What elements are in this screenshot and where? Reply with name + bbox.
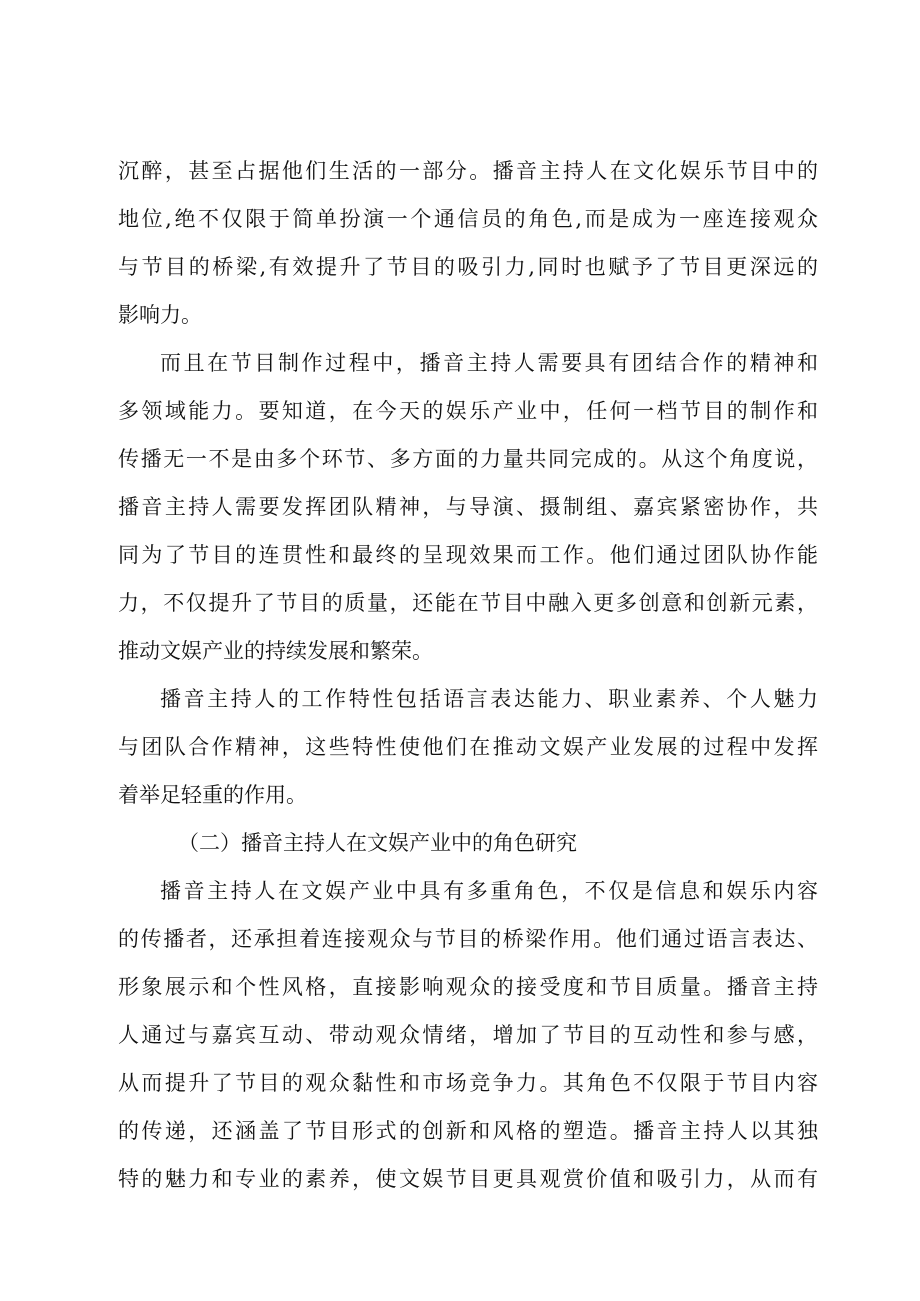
text-line: 与节目的桥梁,有效提升了节目的吸引力,同时也赋予了节目更深远的 — [118, 255, 818, 279]
text-line: 的传递，还涵盖了节目形式的创新和风格的塑造。播音主持人以其独 — [118, 1119, 818, 1143]
text-line: 沉醉，甚至占据他们生活的一部分。播音主持人在文化娱乐节目中的 — [118, 159, 818, 183]
section-paragraph — [118, 867, 818, 1203]
text-line: 播音主持人在文娱产业中具有多重角色，不仅是信息和娱乐内容 — [160, 879, 818, 903]
text-line: 而且在节目制作过程中，播音主持人需要具有团结合作的精神和 — [160, 351, 818, 375]
text-line: 传播无一不是由多个环节、多方面的力量共同完成的。从这个角度说， — [118, 447, 818, 471]
text-line: 特的魅力和专业的素养，使文娱节目更具观赏价值和吸引力，从而有 — [118, 1167, 818, 1191]
text-line: 多领域能力。要知道，在今天的娱乐产业中，任何一档节目的制作和 — [118, 399, 818, 423]
text-line: 从而提升了节目的观众黏性和市场竞争力。其角色不仅限于节目内容 — [118, 1071, 818, 1095]
text-line: 力，不仅提升了节目的质量，还能在节目中融入更多创意和创新元素， — [118, 591, 818, 615]
text-line: 影响力。 — [118, 303, 202, 327]
text-line: 着举足轻重的作用。 — [118, 783, 307, 807]
paragraph-3 — [118, 675, 818, 819]
text-line: 同为了节目的连贯性和最终的呈现效果而工作。他们通过团队协作能 — [118, 543, 818, 567]
paragraph-2 — [118, 339, 818, 675]
section-heading: （二）播音主持人在文娱产业中的角色研究 — [178, 831, 577, 855]
document-body — [118, 147, 818, 1203]
text-line: 地位,绝不仅限于简单扮演一个通信员的角色,而是成为一座连接观众 — [118, 207, 818, 231]
text-line: 播音主持人需要发挥团队精神，与导演、摄制组、嘉宾紧密协作，共 — [118, 495, 818, 519]
text-line: 播音主持人的工作特性包括语言表达能力、职业素养、个人魅力 — [160, 687, 818, 711]
text-line: 推动文娱产业的持续发展和繁荣。 — [118, 639, 433, 663]
text-line: 的传播者，还承担着连接观众与节目的桥梁作用。他们通过语言表达、 — [118, 927, 818, 951]
text-line: 与团队合作精神，这些特性使他们在推动文娱产业发展的过程中发挥 — [118, 735, 818, 759]
text-line: 形象展示和个性风格，直接影响观众的接受度和节目质量。播音主持 — [118, 975, 818, 999]
text-line: 人通过与嘉宾互动、带动观众情绪，增加了节目的互动性和参与感， — [118, 1023, 818, 1047]
paragraph-1 — [118, 147, 818, 339]
